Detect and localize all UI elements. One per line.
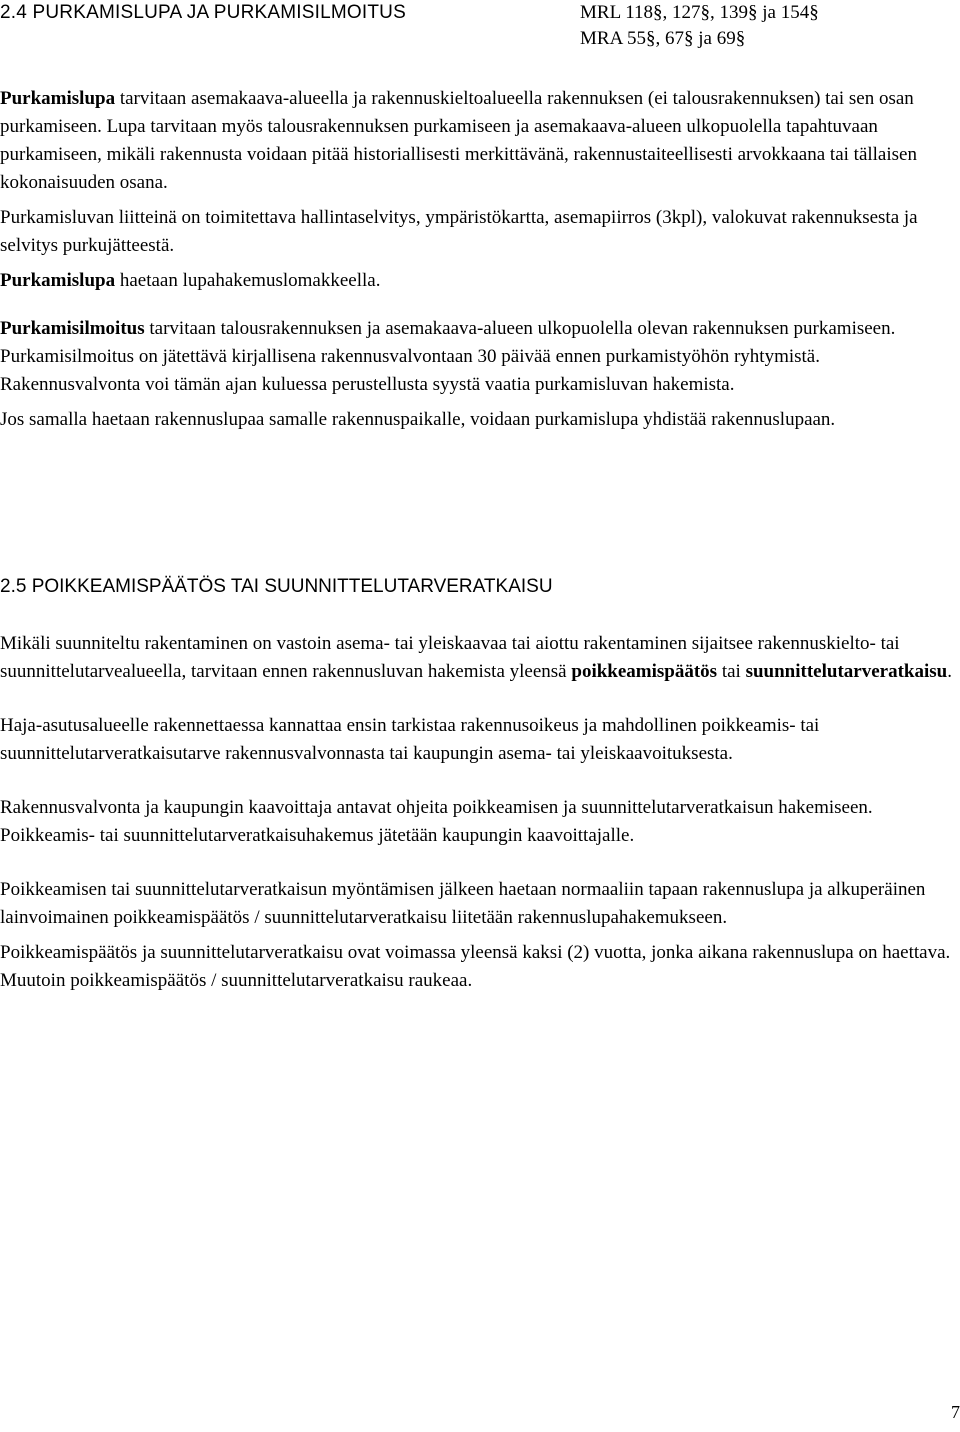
paragraph-text: tarvitaan asemakaava-alueella ja rakennuskieltoalueella rakennuksen (ei talousrakennuksen) tai sen osan purkamiseen. Lupa tarvitaan myös talousrakennuksen purkamiseen ja asemakaava-alueen ulkopuolella tapahtuvaan purkamiseen, mikäli rakennusta voidaan pitää historiallisesti merkittävänä, rakennustaiteellisesti arvokkaana tai tällaisen kokonaisuuden osana. xyxy=(0,88,917,193)
paragraph-text: . xyxy=(947,661,952,682)
paragraph-text: tai xyxy=(717,661,746,682)
paragraph-text: tarvitaan talousrakennuksen ja asemakaava-alueen ulkopuolella olevan rakennuksen purkamiseen. Purkamisilmoitus on jätettävä kirjallisena rakennusvalvontaan 30 päivää ennen purkamistyöhön ryhtymistä. Rakennusvalvonta voi tämän ajan kuluessa perustellusta syystä vaatia purkamisluvan hakemista. xyxy=(0,318,896,395)
paragraph xyxy=(0,267,952,295)
bold-term: poikkeamispäätös xyxy=(571,661,718,682)
law-reference-mra: MRA 55§, 67§ ja 69§ xyxy=(580,28,746,49)
paragraph: Purkamisluvan liitteinä on toimitettava hallintaselvitys, ympäristökartta, asemapiirros (3kpl), valokuvat rakennuksesta ja selvitys purkujätteestä. xyxy=(0,207,918,256)
bold-term: Purkamislupa xyxy=(0,270,116,291)
bold-term: suunnittelutarveratkaisu xyxy=(745,661,948,682)
law-references xyxy=(580,0,960,52)
paragraph-text: haetaan lupahakemuslomakkeella. xyxy=(115,270,381,291)
page-number: 7 xyxy=(951,1402,960,1422)
bold-term: Purkamislupa xyxy=(0,88,116,109)
section-2-4-body xyxy=(0,85,952,441)
paragraph: Haja-asutusalueelle rakennettaessa kannattaa ensin tarkistaa rakennusoikeus ja mahdollinen poikkeamis- tai suunnittelutarveratkaisutarve rakennusvalvonnasta tai kaupungin asema- tai yleiskaavoituksesta. xyxy=(0,715,820,764)
law-reference-mrl: MRL 118§, 127§, 139§ ja 154§ xyxy=(580,2,819,23)
bold-term: Purkamisilmoitus xyxy=(0,318,145,339)
paragraph-text: Mikäli suunniteltu rakentaminen on vastoin asema- tai yleiskaavaa tai aiottu rakentaminen sijaitsee rakennuskielto- tai suunnittelutarvealueella, tarvitaan ennen rakennusluvan hakemista yleensä xyxy=(0,633,900,682)
section-title-2-4: 2.4 PURKAMISLUPA JA PURKAMISILMOITUS xyxy=(0,2,406,23)
paragraph xyxy=(0,85,952,197)
paragraph: Poikkeamispäätös ja suunnittelutarveratkaisu ovat voimassa yleensä kaksi (2) vuotta, jonka aikana rakennuslupa on haettava. Muutoin poikkeamispäätös / suunnittelutarveratkaisu raukeaa. xyxy=(0,942,951,991)
paragraph xyxy=(0,630,952,686)
section-header xyxy=(0,0,960,56)
section-title-2-5: 2.5 POIKKEAMISPÄÄTÖS TAI SUUNNITTELUTARVERATKAISU xyxy=(0,576,553,597)
paragraph: Poikkeamisen tai suunnittelutarveratkaisun myöntämisen jälkeen haetaan normaaliin tapaan rakennuslupa ja alkuperäinen lainvoimainen poikkeamispäätös / suunnittelutarveratkaisu liitetään rakennuslupahakemukseen. xyxy=(0,879,926,928)
paragraph: Jos samalla haetaan rakennuslupaa samalle rakennuspaikalle, voidaan purkamislupa yhdistää rakennuslupaan. xyxy=(0,409,836,430)
section-2-5-body xyxy=(0,630,952,1002)
paragraph: Rakennusvalvonta ja kaupungin kaavoittaja antavat ohjeita poikkeamisen ja suunnittelutarveratkaisun hakemiseen. Poikkeamis- tai suunnittelutarveratkaisuhakemus jätetään kaupungin kaavoittajalle. xyxy=(0,797,873,846)
section-2-5 xyxy=(0,574,952,600)
paragraph xyxy=(0,315,952,399)
